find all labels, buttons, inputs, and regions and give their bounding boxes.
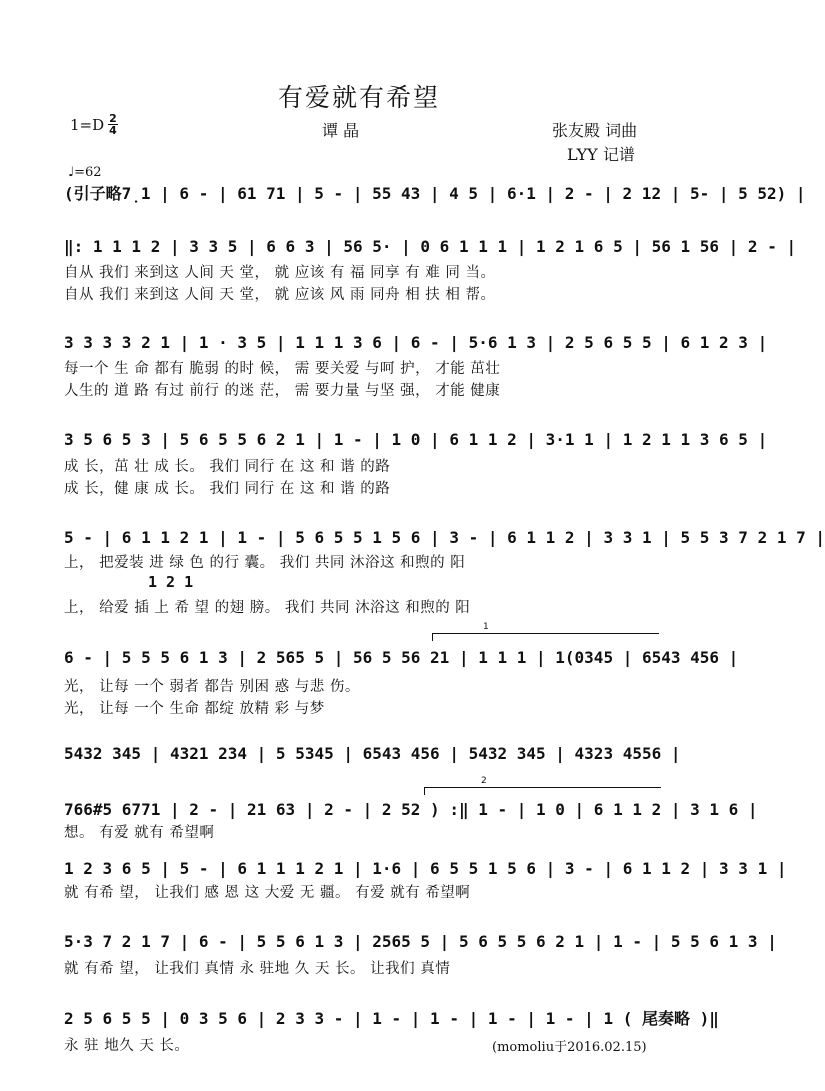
time-signature-bottom: 4 (109, 124, 117, 137)
volta-2-label: 2 (481, 776, 487, 786)
credit-note: (momoliu于2016.02.15) (492, 1040, 647, 1055)
notes-line: 6 - | 5 5 5 6 1 3 | 2 565 5 | 56 5 56 21 | 1 1 1 | 1(0345 | 6543 456 | (64, 648, 739, 667)
lyric-line: 上， 给爱 插 上 希 望 的翅 膀。 我们 共同 沐浴这 和煦的 阳 (64, 600, 471, 616)
volta-1-label: 1 (483, 622, 489, 632)
lyric-line: 光， 让每 一个 生命 都绽 放精 彩 与梦 (64, 701, 325, 717)
notes-line: 3 3 3 3 2 1 | 1 · 3 5 | 1 1 1 3 6 | 6 - | 5·6 1 3 | 2 5 6 5 5 | 6 1 2 3 | (64, 333, 768, 352)
lyric-line: 自从 我们 来到这 人间 天 堂， 就 应该 风 雨 同舟 相 扶 相 帮。 (64, 287, 496, 303)
notes-line: ‖: 1 1 1 2 | 3 3 5 | 6 6 3 | 56 5· | 0 6 1 1 1 | 1 2 1 6 5 | 56 1 56 | 2 - | (64, 237, 797, 256)
lyric-line: 光， 让每 一个 弱者 都告 别困 惑 与悲 伤。 (64, 679, 360, 695)
singer: 谭 晶 (322, 121, 360, 140)
notes-line: 5432 345 | 4321 234 | 5 5345 | 6543 456 | 5432 345 | 4323 4556 | (64, 744, 681, 763)
notes-line: 3 5 6 5 3 | 5 6 5 5 6 2 1 | 1 - | 1 0 | 6 1 1 2 | 3·1 1 | 1 2 1 1 3 6 5 | (64, 430, 768, 449)
time-signature (107, 113, 119, 136)
lyric-line: 人生的 道 路 有过 前行 的迷 茫， 需 要力量 与坚 强， 才能 健康 (64, 383, 501, 399)
notes-line: 1 2 3 6 5 | 5 - | 6 1 1 1 2 1 | 1·6 | 6 5 5 1 5 6 | 3 - | 6 1 1 2 | 3 3 1 | (64, 859, 787, 878)
lyric-line: 就 有希 望， 让我们 真情 永 驻地 久 天 长。 让我们 真情 (64, 961, 451, 977)
lyric-line: 想。 有爱 就有 希望啊 (64, 825, 215, 841)
key-signature: 1=D (70, 116, 105, 134)
lyric-line: 每一个 生 命 都有 脆弱 的时 候， 需 要关爱 与呵 护， 才能 茁壮 (64, 361, 501, 377)
notes-line: 5·3 7 2 1 7 | 6 - | 5 5 6 1 3 | 2565 5 | 5 6 5 5 6 2 1 | 1 - | 5 5 6 1 3 | (64, 932, 777, 951)
notes-line: 2 5 6 5 5 | 0 3 5 6 | 2 3 3 - | 1 - | 1 - | 1 - | 1 - | 1 ( 尾奏略 )‖ (64, 1009, 719, 1028)
notes-line: (引子略7̣1 | 6 - | 61 71 | 5 - | 55 43 | 4 5 | 6·1 | 2 - | 2 12 | 5- | 5 52) | (64, 184, 806, 203)
tempo-mark: ♩=62 (68, 165, 102, 180)
authors: 张友殿 词曲 (552, 121, 638, 140)
lyric-line: 上， 把爱装 进 绿 色 的行 囊。 我们 共同 沐浴这 和煦的 阳 (64, 555, 466, 571)
lyric-line: 永 驻 地久 天 长。 (64, 1038, 190, 1054)
scribe: LYY 记谱 (567, 145, 635, 164)
notes-line: 766#5 6771 | 2 - | 21 63 | 2 - | 2 52 ) :‖ 1 - | 1 0 | 6 1 1 2 | 3 1 6 | (64, 800, 758, 819)
volta-bracket (424, 776, 661, 795)
lyric-line: 成 长，健 康 成 长。 我们 同行 在 这 和 谐 的路 (64, 481, 391, 497)
lyric-line: 成 长，茁 壮 成 长。 我们 同行 在 这 和 谐 的路 (64, 459, 391, 475)
time-signature-top: 2 (109, 112, 117, 125)
volta-bracket (432, 622, 659, 641)
lyric-line: 就 有希 望， 让我们 感 恩 这 大爱 无 疆。 有爱 就有 希望啊 (64, 885, 471, 901)
lyric-line: 自从 我们 来到这 人间 天 堂， 就 应该 有 福 同享 有 难 同 当。 (64, 265, 496, 281)
notes-line: 5 - | 6 1 1 2 1 | 1 - | 5 6 5 5 1 5 6 | 3 - | 6 1 1 2 | 3 3 1 | 5 5 3 7 2 1 7 | (64, 528, 825, 547)
song-title: 有爱就有希望 (277, 83, 440, 112)
alternate-notes: 1 2 1 (148, 573, 194, 591)
